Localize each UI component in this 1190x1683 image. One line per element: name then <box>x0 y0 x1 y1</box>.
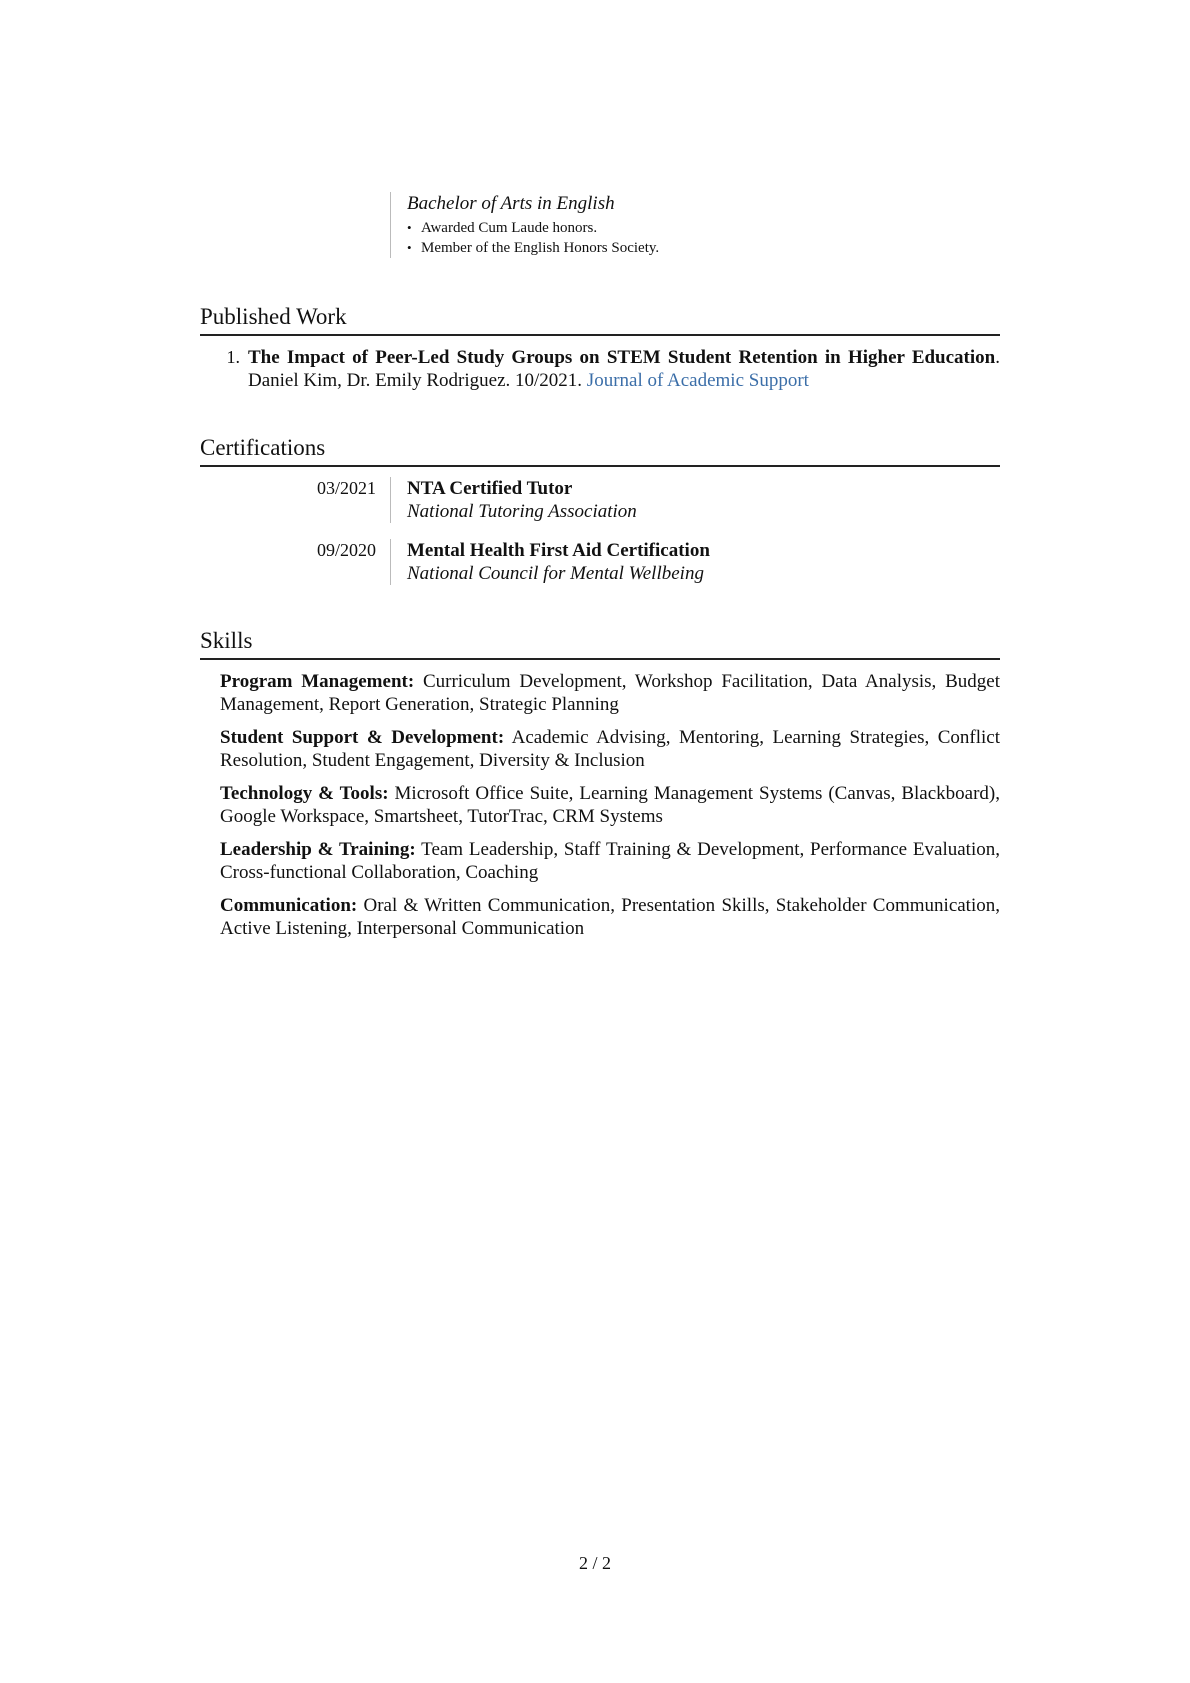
skill-item <box>220 670 1000 716</box>
certification-date: 03/2021 <box>316 478 376 498</box>
published-section <box>200 302 1000 392</box>
degree-title: Bachelor of Arts in English <box>407 193 615 214</box>
skill-text: Oral & Written Communication, Presentation Skills, Stakeholder Communication, Active Listening, Interpersonal Communication <box>220 895 1000 939</box>
certification-item <box>200 477 1000 523</box>
certification-org: National Tutoring Association <box>407 501 637 522</box>
skill-item <box>220 894 1000 940</box>
publication-item <box>200 346 1000 392</box>
skill-label: Student Support & Development: <box>220 727 505 748</box>
skill-item <box>220 838 1000 884</box>
certification-org: National Council for Mental Wellbeing <box>407 563 704 584</box>
education-entry <box>390 192 1007 258</box>
publication-journal-link[interactable]: Journal of Academic Support <box>586 370 809 391</box>
certification-detail <box>390 539 710 585</box>
section-heading: Published Work <box>200 302 1000 336</box>
education-bullet: • Awarded Cum Laude honors. <box>407 218 1007 238</box>
certification-detail <box>390 477 637 523</box>
skill-text: Curriculum Development, Workshop Facilitation, Data Analysis, Budget Management, Report Generation, Strategic Planning <box>220 671 1000 715</box>
skill-label: Technology & Tools: <box>220 783 389 804</box>
skill-label: Communication: <box>220 895 358 916</box>
skill-item <box>220 782 1000 828</box>
section-heading: Certifications <box>200 433 1000 467</box>
skills-section <box>200 626 1000 940</box>
certifications-section <box>200 433 1000 585</box>
section-heading: Skills <box>200 626 1000 660</box>
certification-name: NTA Certified Tutor <box>407 478 573 499</box>
certification-item <box>200 539 1000 585</box>
skill-text: Microsoft Office Suite, Learning Management Systems (Canvas, Blackboard), Google Workspace, Smartsheet, TutorTrac, CRM Systems <box>220 783 1000 827</box>
publication-number: 1. <box>226 347 240 367</box>
certification-name: Mental Health First Aid Certification <box>407 540 710 561</box>
skill-text: Academic Advising, Mentoring, Learning Strategies, Conflict Resolution, Student Engagement, Diversity & Inclusion <box>220 727 1000 771</box>
education-bullet: • Member of the English Honors Society. <box>407 238 1007 258</box>
education-bullets <box>407 218 1007 258</box>
skill-label: Leadership & Training: <box>220 839 416 860</box>
skill-label: Program Management: <box>220 671 415 692</box>
certification-date: 09/2020 <box>316 540 376 560</box>
skill-text: Team Leadership, Staff Training & Development, Performance Evaluation, Cross-functional Collaboration, Coaching <box>220 839 1000 883</box>
publication-title: The Impact of Peer-Led Study Groups on STEM Student Retention in Higher Education <box>248 347 996 368</box>
page-number: 2 / 2 <box>578 1553 611 1573</box>
skill-item <box>220 726 1000 772</box>
publication-authors: . Daniel Kim, Dr. Emily Rodriguez. 10/2021. <box>248 347 1000 391</box>
